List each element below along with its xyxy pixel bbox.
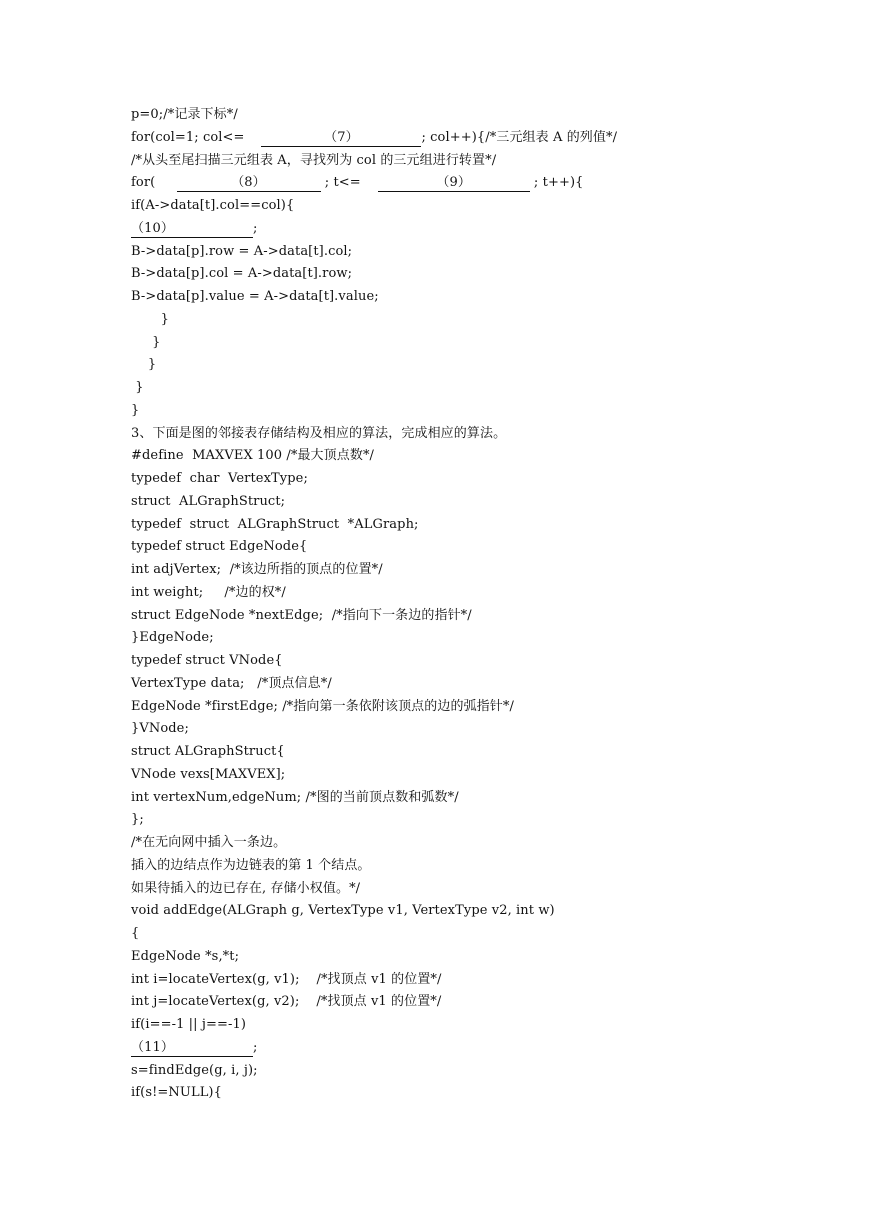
code-line [131,218,831,241]
code-text: #define MAXVEX 100 /*最大顶点数*/ [131,448,375,464]
code-text: int i=locateVertex(g, v1); /*找顶点 v1 的位置*/ [131,971,442,987]
code-text: struct ALGraphStruct{ [131,744,285,759]
code-line [131,491,831,514]
code-text: ; t<= [320,175,378,191]
code-line [131,536,831,559]
code-line [131,377,831,400]
code-line [131,787,831,810]
code-text: VNode vexs[MAXVEX]; [131,766,286,782]
code-line [131,1037,831,1060]
code-text: ; t++){ [529,175,584,191]
code-line [131,1060,831,1083]
fill-blank-8[interactable]: （8） [177,175,321,192]
comment-line [131,878,831,901]
code-line [131,764,831,787]
code-text: int vertexNum,edgeNum; /*图的当前顶点数和弧数*/ [131,789,459,805]
code-text: }; [131,812,144,828]
code-text: typedef struct ALGraphStruct *ALGraph; [131,516,419,532]
code-text: { [131,926,140,941]
code-line [131,923,831,946]
code-line [131,969,831,992]
code-text: struct ALGraphStruct; [131,493,286,509]
code-text: int adjVertex; /*该边所指的顶点的位置*/ [131,562,383,577]
code-text: } [131,357,157,373]
code-text: ; [253,1039,258,1055]
code-text: if(A->data[t].col==col){ [131,198,295,213]
code-text: } [131,334,161,350]
question-heading [131,423,831,446]
code-line [131,1082,831,1105]
code-line [131,309,831,332]
code-line [131,514,831,537]
code-comment: /*在无向网中插入一条边。 [131,835,287,850]
code-line [131,900,831,923]
code-text: int weight; /*边的权*/ [131,584,286,600]
fill-blank-11[interactable]: （11） [131,1040,253,1057]
code-text: for(col=1; col<= [131,129,262,145]
code-text: if(s!=NULL){ [131,1085,222,1101]
code-text: typedef struct EdgeNode{ [131,539,308,555]
code-line [131,582,831,605]
code-line [131,650,831,673]
code-line [131,286,831,309]
code-text: struct EdgeNode *nextEdge; /*指向下一条边的指针*/ [131,607,472,623]
code-line [131,332,831,355]
code-line [131,991,831,1014]
code-text: ; col++){/*三元组表 A 的列值*/ [421,129,618,145]
code-comment: /*从头至尾扫描三元组表 A，寻找列为 col 的三元组进行转置*/ [131,152,497,168]
code-text: for( [131,175,177,191]
code-text: EdgeNode *firstEdge; /*指向第一条依附该顶点的边的弧指针*/ [131,698,514,714]
code-line [131,627,831,650]
code-line [131,445,831,468]
code-text: void addEdge(ALGraph g, VertexType v1, VertexType v2, int w) [131,903,555,919]
code-text: typedef struct VNode{ [131,653,283,668]
fill-blank-7[interactable]: （7） [261,130,421,147]
code-text: }VNode; [131,721,189,737]
code-text: typedef char VertexType; [131,471,308,486]
code-line [131,354,831,377]
code-line [131,559,831,582]
code-comment: 插入的边结点作为边链表的第 1 个结点。 [131,857,371,873]
code-line [131,741,831,764]
fill-blank-10[interactable]: （10） [131,221,253,238]
code-line [131,1014,831,1037]
code-line [131,263,831,286]
comment-line [131,855,831,878]
code-text: B->data[p].col = A->data[t].row; [131,266,353,282]
question-text: 3、下面是图的邻接表存储结构及相应的算法，完成相应的算法。 [131,425,507,441]
document-page [131,104,831,1105]
code-line [131,127,831,150]
code-text: B->data[p].value = A->data[t].value; [131,289,379,304]
code-text: p=0;/*记录下标*/ [131,107,238,122]
code-line [131,946,831,969]
code-text: B->data[p].row = A->data[t].col; [131,243,353,259]
code-text: s=findEdge(g, i, j); [131,1062,258,1078]
code-line [131,605,831,628]
code-line [131,172,831,195]
code-line [131,718,831,741]
code-text: } [131,311,169,327]
code-text: } [131,380,144,395]
code-text: EdgeNode *s,*t; [131,948,240,964]
code-text: int j=locateVertex(g, v2); /*找顶点 v1 的位置*/ [131,994,442,1010]
code-text: } [131,402,140,418]
code-comment: 如果待插入的边已存在, 存储小权值。*/ [131,880,361,896]
code-line [131,241,831,264]
code-text: VertexType data; /*顶点信息*/ [131,675,332,691]
code-line [131,468,831,491]
code-text: if(i==-1 || j==-1) [131,1017,247,1032]
comment-line [131,832,831,855]
fill-blank-9[interactable]: （9） [378,175,530,192]
code-line [131,696,831,719]
code-line [131,195,831,218]
comment-line [131,150,831,173]
code-line [131,400,831,423]
code-text: }EdgeNode; [131,630,214,646]
code-line [131,809,831,832]
code-text: ; [253,220,258,236]
code-line [131,104,831,127]
code-line [131,673,831,696]
